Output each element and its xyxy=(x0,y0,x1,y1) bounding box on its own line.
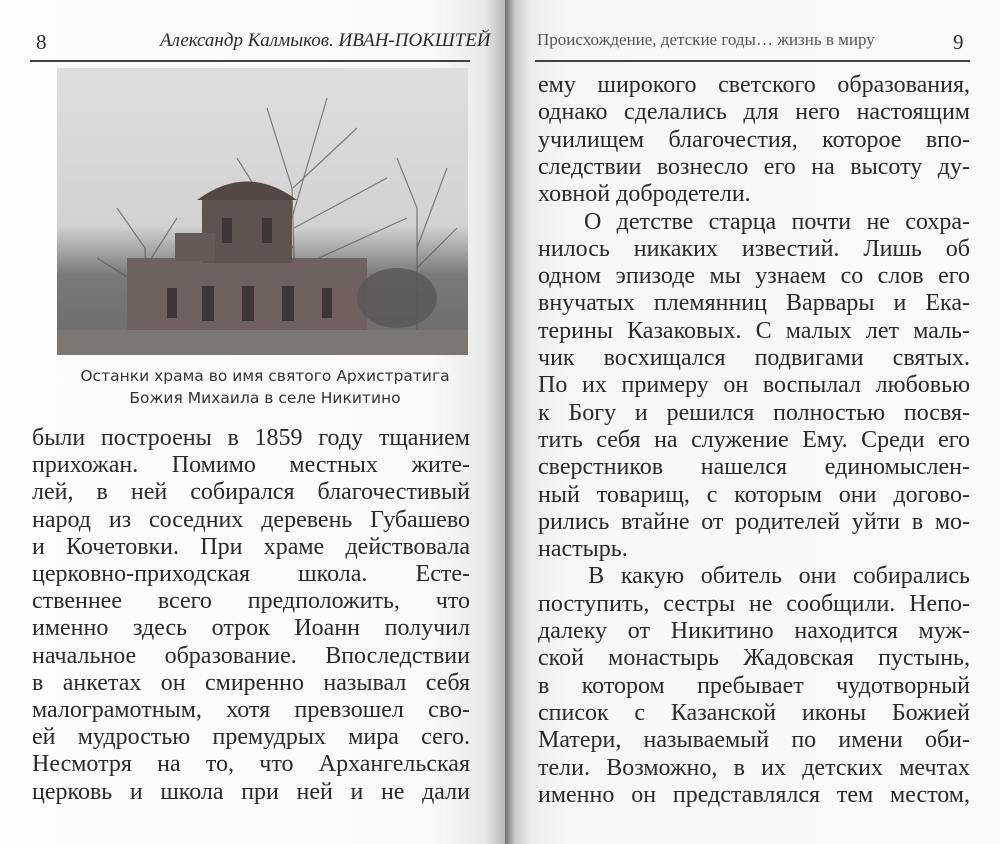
text-line: сверстников нашелся единомыслен- xyxy=(538,454,970,481)
text-line: нилось никаких известий. Лишь об xyxy=(538,235,970,262)
text-line: ственнее всего предположить, что xyxy=(32,588,470,615)
text-line: начальное образование. Впоследствии xyxy=(32,642,470,669)
text-line: ный товарищ, с которым они догово- xyxy=(538,481,970,508)
text-line: далеку от Никитино находится муж- xyxy=(538,618,970,644)
text-line: терины Казаковых. С малых лет маль- xyxy=(538,317,970,344)
text-line: настырь. xyxy=(538,536,628,563)
church-ruins-photo xyxy=(57,68,468,355)
text-line: церковно-приходская школа. Есте- xyxy=(32,561,470,587)
text-line: церковь и школа при ней и не дали xyxy=(32,778,470,805)
text-line: одном эпизоде мы узнаем со слов его xyxy=(538,263,970,290)
text-line: были построены в 1859 году тщанием xyxy=(32,425,470,451)
caption-line: Божия Михаила в селе Никитино xyxy=(129,389,401,407)
text-line: однако сделались для него настоящим xyxy=(538,99,970,126)
photo-caption xyxy=(40,365,490,409)
text-line: список с Казанской иконы Божией xyxy=(538,699,970,726)
text-line: ской монастырь Жадовская пустынь, xyxy=(538,645,970,672)
header-rule xyxy=(30,60,470,62)
text-line: малограмотным, хотя превзошел сво- xyxy=(32,697,470,723)
text-line: в котором пребывает чудотворный xyxy=(538,672,970,699)
caption-line: Останки храма во имя святого Архистратига xyxy=(80,367,450,385)
text-line: тить себя на служение Ему. Среди его xyxy=(538,426,970,453)
text-line: ховной добродетели. xyxy=(538,181,751,208)
text-line: к Богу и решился полностью посвя- xyxy=(538,399,970,426)
text-line: следствии вознесло его на высоту ду- xyxy=(538,153,970,180)
text-line: поступить, сестры не сообщили. Непо- xyxy=(538,590,970,617)
text-line: чик восхищался подвигами святых. xyxy=(538,345,970,371)
text-line: прихожан. Помимо местных жите- xyxy=(32,452,470,479)
text-line: в анкетах он смиренно называл себя xyxy=(32,669,470,696)
text-line: тели. Возможно, в их детских мечтах xyxy=(538,754,970,781)
text-line: О детстве старца почти не сохра- xyxy=(538,208,970,235)
text-line: Матери, называемый по имени оби- xyxy=(538,727,970,754)
text-line: Несмотря на то, что Архангельская xyxy=(32,751,470,778)
header-rule xyxy=(535,60,970,62)
text-line: и Кочетовки. При храме действовала xyxy=(32,533,470,560)
right-page xyxy=(505,0,1000,844)
text-line: именно здесь отрок Иоанн получил xyxy=(32,615,470,642)
text-line: именно он представлялся тем местом, xyxy=(538,781,970,808)
text-line: ей мудростью премудрых мира сего. xyxy=(32,724,470,751)
text-line: В какую обитель они собирались xyxy=(538,563,970,590)
text-line: ему широкого светского образования, xyxy=(538,72,970,98)
text-line: училищем благочестия, которое впо- xyxy=(538,126,970,153)
text-line: По их примеру он воспылал любовью xyxy=(538,372,970,399)
text-line: народ из соседних деревень Губашево xyxy=(32,506,470,533)
page-number: 8 xyxy=(36,30,47,54)
running-head: Происхождение, детские годы… жизнь в миру xyxy=(537,30,875,49)
text-line: рились втайне от родителей уйти в мо- xyxy=(538,508,970,535)
running-head: Александр Калмыков. ИВАН-ПОКШТЕЙ xyxy=(160,30,491,51)
page-number: 9 xyxy=(953,30,964,54)
text-line: внучатых племянниц Варвары и Ека- xyxy=(538,290,970,317)
text-line: лей, в ней собирался благочестивый xyxy=(32,479,470,506)
